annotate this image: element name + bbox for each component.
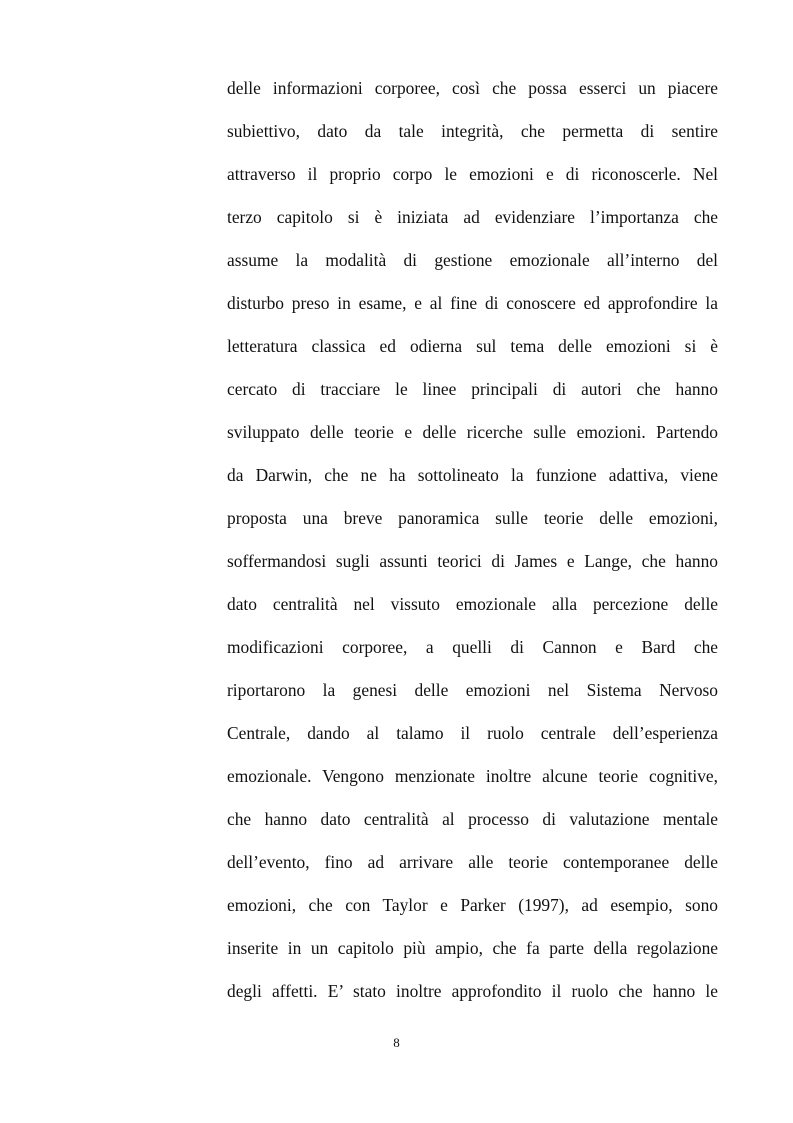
text-line: proposta una breve panoramica sulle teorie delle emozioni, xyxy=(227,508,718,528)
text-line: che hanno dato centralità al processo di valutazione mentale xyxy=(227,809,718,829)
text-line: assume la modalità di gestione emozionale all’interno del xyxy=(227,250,718,270)
text-line: attraverso il proprio corpo le emozioni e di riconoscerle. Nel xyxy=(227,164,718,184)
text-line: letteratura classica ed odierna sul tema delle emozioni si è xyxy=(227,336,718,356)
text-line: riportarono la genesi delle emozioni nel Sistema Nervoso xyxy=(227,680,718,700)
text-line: delle informazioni corporee, così che possa esserci un piacere xyxy=(227,78,718,98)
text-line: Centrale, dando al talamo il ruolo centrale dell’esperienza xyxy=(227,723,718,743)
text-line: emozioni, che con Taylor e Parker (1997), ad esempio, sono xyxy=(227,895,718,915)
text-line: degli affetti. E’ stato inoltre approfondito il ruolo che hanno le xyxy=(227,981,718,1001)
text-line: soffermandosi sugli assunti teorici di James e Lange, che hanno xyxy=(227,551,718,571)
text-line: disturbo preso in esame, e al fine di conoscere ed approfondire la xyxy=(227,293,718,313)
text-line: cercato di tracciare le linee principali di autori che hanno xyxy=(227,379,718,399)
text-line: modificazioni corporee, a quelli di Cannon e Bard che xyxy=(227,637,718,657)
page-number: 8 xyxy=(393,1035,400,1050)
text-line: inserite in un capitolo più ampio, che fa parte della regolazione xyxy=(227,938,718,958)
text-line: da Darwin, che ne ha sottolineato la funzione adattiva, viene xyxy=(227,465,718,485)
text-line: dato centralità nel vissuto emozionale alla percezione delle xyxy=(227,594,718,614)
text-line: subiettivo, dato da tale integrità, che permetta di sentire xyxy=(227,121,718,141)
text-line: dell’evento, fino ad arrivare alle teorie contemporanee delle xyxy=(227,852,718,872)
text-line: emozionale. Vengono menzionate inoltre alcune teorie cognitive, xyxy=(227,766,718,786)
text-line: sviluppato delle teorie e delle ricerche sulle emozioni. Partendo xyxy=(227,422,718,442)
body-paragraph xyxy=(227,70,718,1016)
text-line: terzo capitolo si è iniziata ad evidenziare l’importanza che xyxy=(227,207,718,227)
